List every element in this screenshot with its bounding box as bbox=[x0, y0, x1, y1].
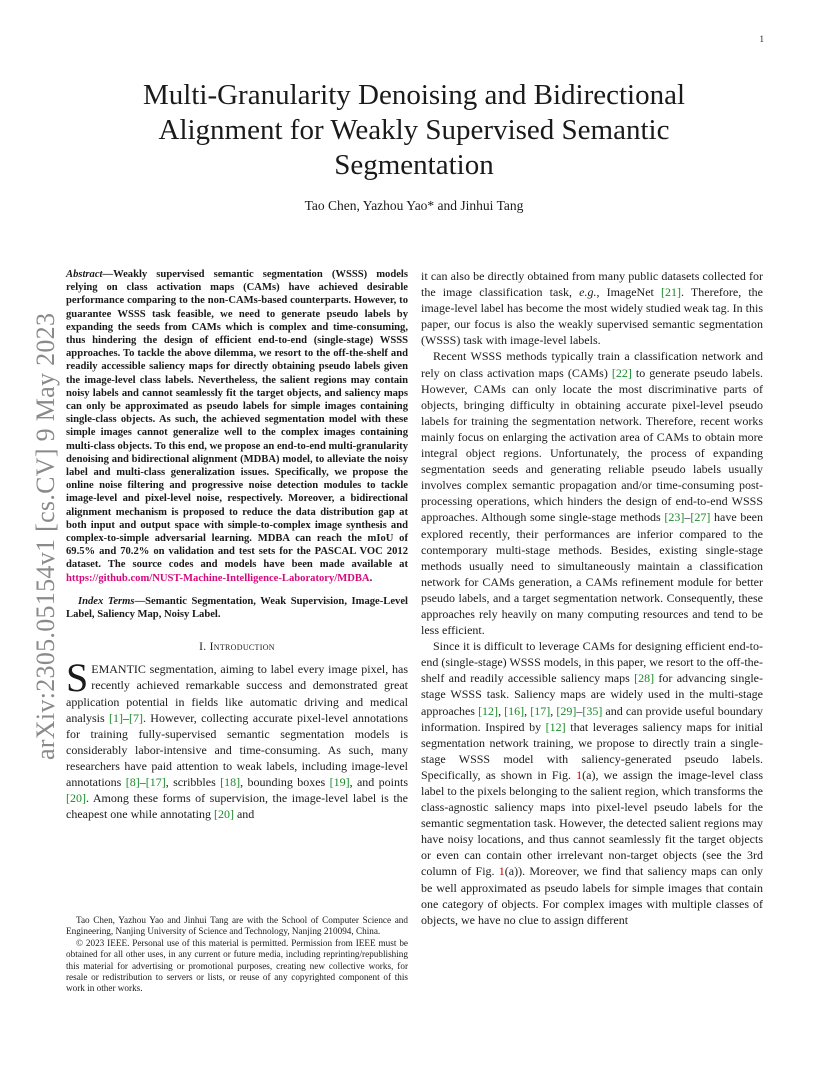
text-run: . However, collecting accurate pixel-level annotations for training fully-supervised semantic segmentation models is considerably labor-intensive and time-consuming. As such, many researchers have paid attention to weak labels, including image-level annotations bbox=[66, 710, 408, 790]
text-run: e.g. bbox=[579, 285, 597, 300]
text-run: Since it is difficult to leverage CAMs for designing efficient end-to-end (single-stage) WSSS models, in this paper, we resort to the off-the-shelf and readily accessible saliency maps bbox=[421, 639, 764, 686]
citation-link[interactable]: [18] bbox=[220, 775, 241, 790]
copyright-footnote: © 2023 IEEE. Personal use of this material is permitted. Permission from IEEE must be obtained for all other uses, in any current or future media, including reprinting/republishing this material for advertising or promotional purposes, creating new collective works, for resale or redistribution to servers or lists, or reuse of any copyrighted component of this work in other works. bbox=[66, 937, 408, 994]
citation-link[interactable]: [17] bbox=[145, 775, 166, 790]
text-run: , scribbles bbox=[165, 775, 221, 790]
citation-link[interactable]: [29] bbox=[556, 703, 577, 718]
text-run: – bbox=[139, 775, 146, 790]
abstract-label: Abstract bbox=[66, 269, 103, 280]
citation-link[interactable]: [7] bbox=[128, 710, 143, 725]
text-run: to generate pseudo labels. However, CAMs can only locate the most discriminative parts of objects, bringing difficulty in obtaining accurate pixel-level pseudo labels for training the segmentation network. Therefore, recent works mainly focus on enlarging the activation area of CAMs to obtain more integral object regions. Unfortunately, the process of expanding segmentation seeds and generating reliable pseudo labels usually involves complex semantic propagation and/or time-consuming post-processing operations, which hinders the design of end-to-end WSSS approaches. Although some single-stage methods bbox=[421, 365, 763, 525]
text-run: that leverages saliency maps for initial segmentation network training, we propose to directly train a single-stage WSSS model with saliency-generated pseudo labels. Specifically, as shown in Fig. bbox=[421, 719, 763, 782]
intro-paragraph-4 bbox=[421, 638, 763, 928]
index-terms-text: —Semantic Segmentation, Weak Supervision, Image-Level Label, Saliency Map, Noisy Label. bbox=[66, 595, 408, 621]
code-repository-link[interactable]: https://github.com/NUST-Machine-Intelligence-Laboratory/MDBA bbox=[66, 572, 370, 584]
text-run: , bbox=[524, 703, 531, 718]
index-terms-label: Index Terms bbox=[78, 595, 135, 607]
citation-link[interactable]: [28] bbox=[634, 671, 655, 686]
text-run: EMANTIC segmentation, aiming to label every image pixel, has recently achieved remarkable success and demonstrated great application potential in fields like automatic driving and medical analysis bbox=[66, 662, 408, 725]
text-run: it can also be directly obtained from many public datasets collected for the image classification task, bbox=[421, 269, 763, 300]
citation-link[interactable]: [1] bbox=[108, 710, 123, 725]
text-run: . Among these forms of supervision, the image-level label is the cheapest one while annotating bbox=[66, 791, 408, 822]
text-run: (a)). Moreover, we find that saliency maps can only be well approximated as pseudo labels for simple images that contain one category of objects. For complex images with multiple classes of objects, we have no clue to assign different bbox=[421, 864, 763, 927]
text-run: , ImageNet bbox=[596, 285, 662, 300]
citation-link[interactable]: [23] bbox=[664, 510, 685, 525]
figure-link[interactable]: 1 bbox=[498, 864, 505, 879]
text-run: – bbox=[684, 510, 691, 525]
abstract bbox=[66, 268, 408, 585]
text-run: , bbox=[498, 703, 505, 718]
text-run: (a), we assign the image-level class label to the pixels belonging to the salient region, which transforms the class-agnostic saliency maps into pixel-level pseudo labels for the semantic segmentation task. However, the detected salient regions may have noisy locations, and thus cannot seamlessly fit the target objects or even can contain other irrelevant non-target objects (see the 3rd column of Fig. bbox=[421, 767, 763, 879]
figure-link[interactable]: 1 bbox=[576, 767, 583, 782]
text-run: . Therefore, the image-level label has become the most widely studied weak tag. In this paper, our focus is also the weakly supervised semantic segmentation (WSSS) task with image-level labels. bbox=[421, 285, 764, 348]
citation-link[interactable]: [12] bbox=[545, 719, 566, 734]
text-run: – bbox=[576, 703, 583, 718]
citation-link[interactable]: [27] bbox=[690, 510, 711, 525]
text-run: and bbox=[233, 807, 255, 822]
citation-link[interactable]: [20] bbox=[66, 791, 86, 806]
abstract-end: . bbox=[369, 572, 373, 584]
citation-link[interactable]: [12] bbox=[478, 703, 499, 718]
citation-link[interactable]: [19] bbox=[329, 775, 350, 790]
section-heading-introduction bbox=[66, 639, 408, 655]
text-run: , bbox=[550, 703, 557, 718]
paper-title: Multi-Granularity Denoising and Bidirectional Alignment for Weakly Supervised Semantic Segmentation bbox=[142, 79, 686, 181]
left-column bbox=[66, 268, 408, 822]
text-run: and can provide useful boundary information. Inspired by bbox=[421, 703, 764, 734]
citation-link[interactable]: [16] bbox=[504, 703, 525, 718]
page-number: 1 bbox=[759, 34, 764, 44]
text-run: , bounding boxes bbox=[240, 775, 330, 790]
footnotes bbox=[66, 915, 408, 995]
text-run: – bbox=[122, 710, 129, 725]
index-terms bbox=[66, 595, 408, 621]
intro-paragraph-2 bbox=[421, 268, 763, 348]
text-run: have been explored recently, their performances are inferior compared to the contemporary multi-stage methods. Besides, existing single-stage methods usually need to simultaneously maintain a classification network for CAMs generation, a CAMs refinement module for better pseudo labels, and a target segmentation network. Consequently, these approaches rely heavily on many computing resources and tend to be less efficient. bbox=[421, 510, 764, 638]
citation-link[interactable]: [21] bbox=[661, 285, 682, 300]
text-run: , and points bbox=[349, 775, 408, 790]
section-numeral: I. bbox=[199, 641, 207, 654]
text-run: Recent WSSS methods typically train a classification network and rely on class activation maps (CAMs) bbox=[421, 349, 763, 380]
abstract-text: —Weakly supervised semantic segmentation (WSSS) models relying on class activation maps (CAMs) have achieved desirable performance comparing to the non-CAMs-based counterparts. However, to guarantee WSSS task feasible, we need to generate pseudo labels by expanding the seeds from CAMs which is complex and time-consuming, thus hindering the design of efficient end-to-end (single-stage) WSSS approaches. To tackle the above dilemma, we resort to the off-the-shelf and readily accessible saliency maps for directly obtaining pseudo labels given the image-level class labels. Nevertheless, the salient regions may contain noisy labels and cannot seamlessly fit the target objects, and saliency maps can only be approximated as pseudo labels for simple images containing single-class objects. As such, the achieved segmentation model with these simple images cannot generalize well to the complex images containing multi-class objects. To this end, we propose an end-to-end multi-granularity denoising and bidirectional alignment (MDBA) model, to alleviate the noisy label and multi-class generalization issues. Specifically, we propose the online noise filtering and progressive noise detection modules to tackle image-level and pixel-level noise, respectively. Moreover, a bidirectional alignment mechanism is proposed to reduce the data distribution gap at both input and output space with simple-to-complex image synthesis and complex-to-simple adversarial learning. MDBA can reach the mIoU of 69.5% and 70.2% on validation and test sets for the PASCAL VOC 2012 dataset. The source codes and models have been made available at bbox=[66, 269, 408, 571]
citation-link[interactable]: [35] bbox=[582, 703, 603, 718]
citation-link[interactable]: [8] bbox=[125, 775, 140, 790]
citation-link[interactable]: [17] bbox=[530, 703, 551, 718]
affiliation-footnote: Tao Chen, Yazhou Yao and Jinhui Tang are with the School of Computer Science and Engineering, Nanjing University of Science and Technology, Nanjing 210094, China. bbox=[66, 915, 408, 937]
right-column bbox=[421, 268, 763, 928]
citation-link[interactable]: [22] bbox=[611, 365, 632, 380]
citation-link[interactable]: [20] bbox=[213, 807, 234, 822]
text-run: for advancing single-stage WSSS task. Saliency maps are widely used in the multi-stage approaches bbox=[421, 671, 763, 718]
intro-paragraph-3 bbox=[421, 348, 763, 638]
arxiv-identifier: arXiv:2305.05154v1 [cs.CV] 9 May 2023 bbox=[31, 312, 60, 760]
section-title: Introduction bbox=[209, 641, 275, 654]
drop-cap: S bbox=[66, 655, 89, 701]
author-list: Tao Chen, Yazhou Yao* and Jinhui Tang bbox=[304, 198, 524, 213]
intro-paragraph-1 bbox=[66, 655, 408, 822]
